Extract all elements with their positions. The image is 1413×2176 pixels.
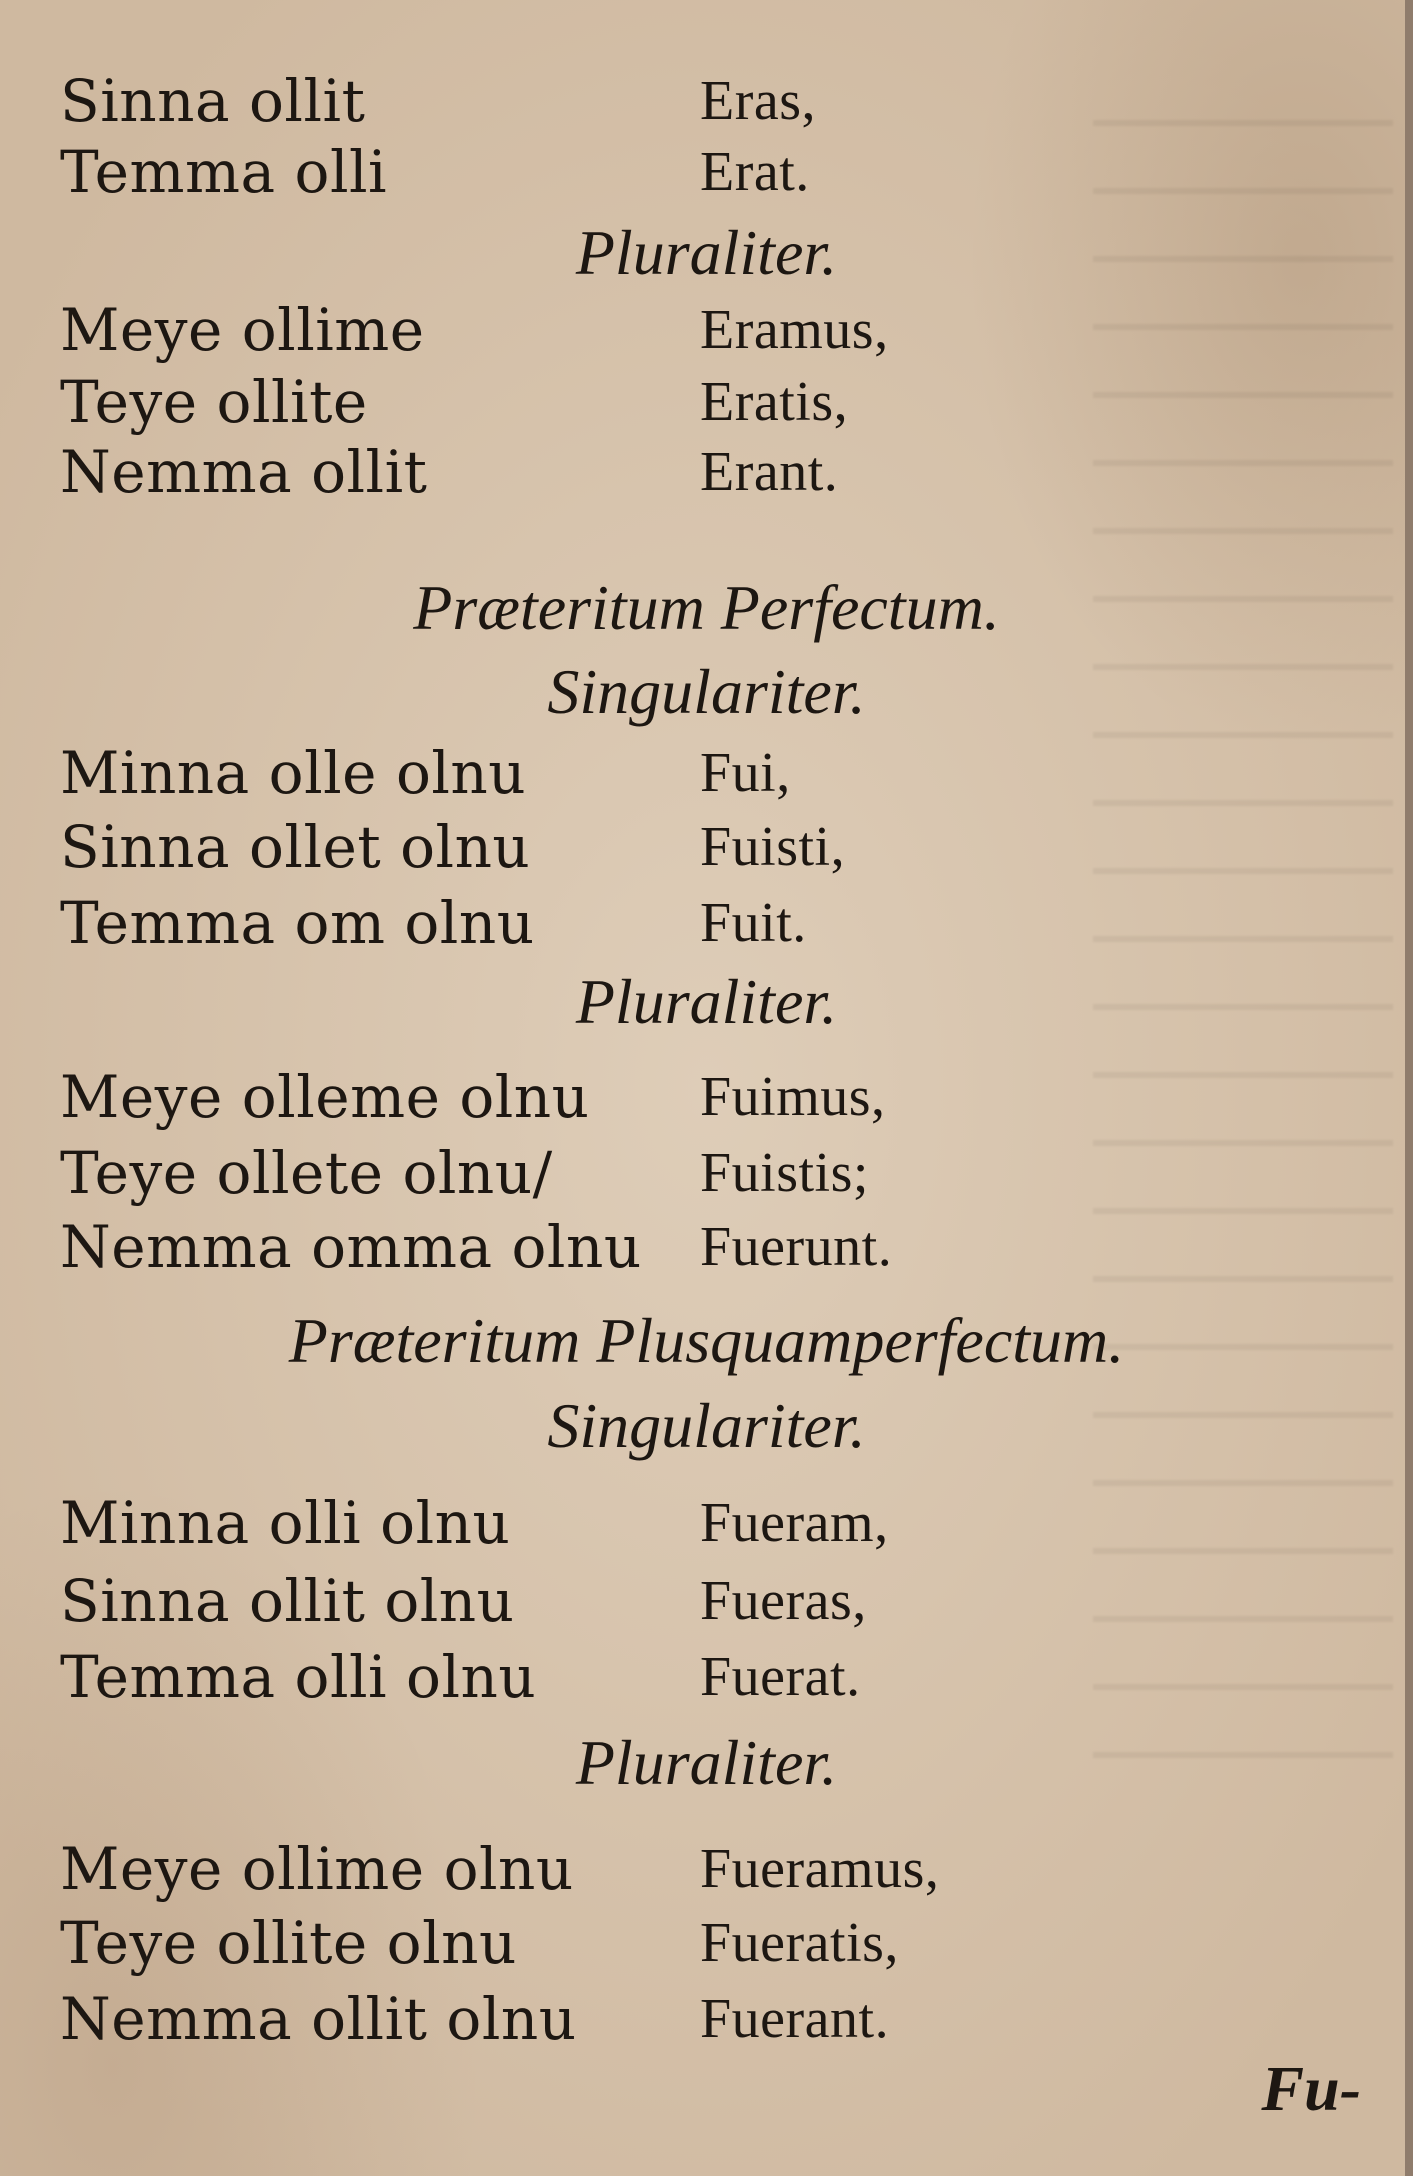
vernacular-form: Nemma ollit xyxy=(60,438,428,506)
latin-form: Fuerant. xyxy=(700,1988,890,2050)
conjugation-row xyxy=(60,738,1340,810)
vernacular-form: Teye ollete olnu/ xyxy=(60,1139,553,1207)
latin-form: Erat. xyxy=(700,141,810,203)
page-edge xyxy=(1405,0,1413,2176)
conjugation-row xyxy=(60,137,1340,209)
vernacular-form: Sinna ollet olnu xyxy=(60,813,531,881)
vernacular-form: Temma olli olnu xyxy=(60,1643,537,1711)
latin-form: Fueratis, xyxy=(700,1912,899,1974)
vernacular-form: Sinna ollit olnu xyxy=(60,1567,515,1635)
latin-form: Erant. xyxy=(700,441,839,503)
conjugation-row xyxy=(60,1908,1340,1980)
vernacular-form: Sinna ollit xyxy=(60,67,366,135)
latin-form: Eras, xyxy=(700,70,817,132)
conjugation-row xyxy=(60,437,1340,509)
conjugation-row xyxy=(60,1062,1340,1134)
vernacular-form: Nemma ollit olnu xyxy=(60,1985,577,2053)
latin-form: Eratis, xyxy=(700,371,849,433)
conjugation-row xyxy=(60,1138,1340,1210)
conjugation-row xyxy=(60,66,1340,138)
vernacular-form: Teye ollite olnu xyxy=(60,1909,517,1977)
latin-form: Fuistis; xyxy=(700,1142,869,1204)
vernacular-form: Temma om olnu xyxy=(60,889,535,957)
latin-form: Fuerunt. xyxy=(700,1216,893,1278)
conjugation-row xyxy=(60,1566,1340,1638)
vernacular-form: Minna olli olnu xyxy=(60,1489,511,1557)
heading-singulariter: Singulariter. xyxy=(547,656,866,727)
latin-form: Fui, xyxy=(700,742,791,804)
conjugation-row xyxy=(60,367,1340,439)
vernacular-form: Meye ollime xyxy=(60,296,425,364)
conjugation-row xyxy=(60,1984,1340,2056)
heading-pluraliter: Pluraliter. xyxy=(575,966,838,1037)
latin-form: Fueramus, xyxy=(700,1838,940,1900)
vernacular-form: Teye ollite xyxy=(60,368,368,436)
heading-pluraliter: Pluraliter. xyxy=(575,217,838,288)
conjugation-row xyxy=(60,888,1340,960)
conjugation-row xyxy=(60,1834,1340,1906)
heading-praeteritum-perfectum: Præteritum Perfectum. xyxy=(413,572,1000,643)
conjugation-row xyxy=(60,295,1340,367)
vernacular-form: Temma olli xyxy=(60,138,388,206)
latin-form: Fueram, xyxy=(700,1492,889,1554)
vernacular-form: Meye ollime olnu xyxy=(60,1835,574,1903)
catchword: Fu- xyxy=(1261,2053,1361,2124)
latin-form: Fueras, xyxy=(700,1570,867,1632)
conjugation-row xyxy=(60,1488,1340,1560)
vernacular-form: Nemma omma olnu xyxy=(60,1213,642,1281)
conjugation-row xyxy=(60,1212,1340,1284)
conjugation-row xyxy=(60,812,1340,884)
latin-form: Fuerat. xyxy=(700,1646,861,1708)
latin-form: Eramus, xyxy=(700,299,889,361)
heading-singulariter: Singulariter. xyxy=(547,1390,866,1461)
vernacular-form: Minna olle olnu xyxy=(60,739,527,807)
latin-form: Fuimus, xyxy=(700,1066,886,1128)
conjugation-row xyxy=(60,1642,1340,1714)
vernacular-form: Meye olleme olnu xyxy=(60,1063,590,1131)
latin-form: Fuit. xyxy=(700,892,807,954)
heading-pluraliter: Pluraliter. xyxy=(575,1727,838,1798)
heading-praeteritum-plusquamperfectum: Præteritum Plusquamperfectum. xyxy=(288,1305,1125,1376)
latin-form: Fuisti, xyxy=(700,816,846,878)
